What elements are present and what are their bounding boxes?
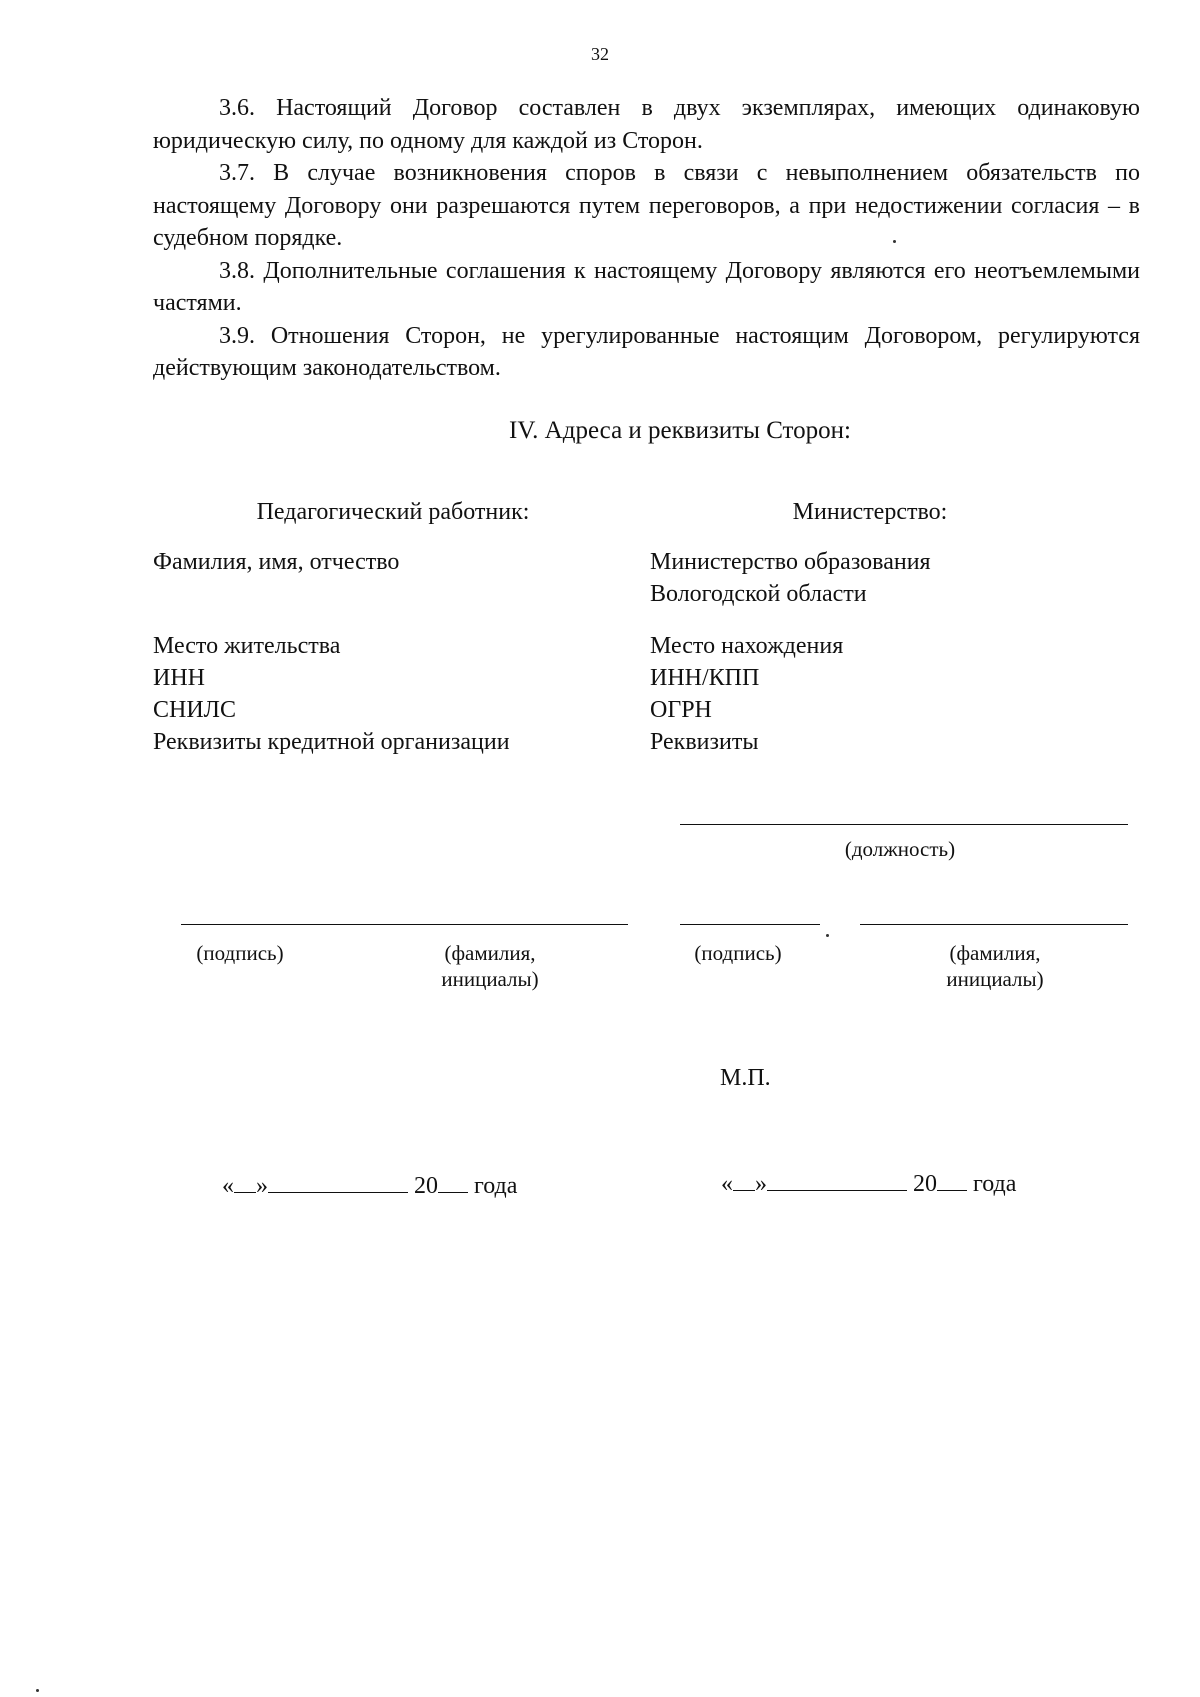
right-date-open-quote: «	[721, 1171, 733, 1197]
right-party-fields	[650, 630, 1150, 758]
right-name-caption	[915, 940, 1075, 992]
position-signature-line	[680, 824, 1128, 825]
right-name-caption-line2: инициалы)	[946, 967, 1044, 991]
right-date-year-blank	[937, 1168, 967, 1191]
left-date-year-suffix: года	[474, 1173, 518, 1199]
right-party-org-line1: Министерство образования	[650, 549, 931, 575]
right-party-org-block	[650, 546, 1150, 610]
right-signature-caption: (подпись)	[694, 941, 782, 965]
scan-speck	[893, 240, 896, 243]
right-field-location: Место нахождения	[650, 633, 844, 659]
section-title-text: IV. Адреса и реквизиты Сторон:	[509, 417, 851, 444]
left-date-year-prefix: 20	[414, 1173, 438, 1199]
right-name-line	[860, 924, 1128, 925]
section-title	[0, 417, 1200, 445]
right-party-heading-block	[650, 496, 1150, 528]
right-party-heading: Министерство:	[792, 499, 948, 525]
right-field-details: Реквизиты	[650, 729, 759, 755]
right-date-month-blank	[767, 1168, 907, 1191]
left-name-caption-line1: (фамилия,	[444, 941, 536, 965]
right-name-caption-line1: (фамилия,	[949, 941, 1041, 965]
left-party-name-block	[153, 546, 633, 578]
right-date-line	[721, 1168, 1016, 1198]
page-number: 32	[591, 44, 609, 64]
left-date-month-blank	[268, 1170, 408, 1193]
clause-3-9: 3.9. Отношения Сторон, не урегулированные настоящим Договором, регулируются действующим законодательством.	[153, 322, 1140, 381]
right-field-inn-kpp: ИНН/КПП	[650, 665, 760, 691]
left-name-caption	[410, 940, 570, 992]
left-party-heading: Педагогический работник:	[256, 499, 530, 525]
right-party-org-line2: Вологодской области	[650, 581, 867, 607]
left-party-fields	[153, 630, 633, 758]
left-date-day-blank	[234, 1170, 256, 1193]
clause-3-6: 3.6. Настоящий Договор составлен в двух экземплярах, имеющих одинаковую юридическую силу, по одному для каждой из Сторон.	[153, 95, 1140, 154]
stamp-place-label: М.П.	[720, 1065, 771, 1091]
right-date-year-prefix: 20	[913, 1171, 937, 1197]
right-date-day-blank	[733, 1168, 755, 1191]
left-date-line	[222, 1170, 517, 1200]
right-date-year-suffix: года	[973, 1171, 1017, 1197]
left-date-open-quote: «	[222, 1173, 234, 1199]
left-field-residence: Место жительства	[153, 633, 341, 659]
left-signature-line	[181, 924, 628, 925]
right-signature-line	[680, 924, 820, 925]
contract-clauses	[153, 92, 1140, 385]
left-field-snils: СНИЛС	[153, 697, 236, 723]
left-name-caption-line2: инициалы)	[441, 967, 539, 991]
left-field-bank-details: Реквизиты кредитной организации	[153, 729, 510, 755]
clause-3-7: 3.7. В случае возникновения споров в связи с невыполнением обязательств по настоящему Договору они разрешаются путем переговоров, а при недостижении согласия – в судебном порядке.	[153, 160, 1140, 251]
left-party-name-label: Фамилия, имя, отчество	[153, 549, 400, 575]
left-date-year-blank	[438, 1170, 468, 1193]
left-signature-caption: (подпись)	[196, 941, 284, 965]
right-field-ogrn: ОГРН	[650, 697, 712, 723]
left-field-inn: ИНН	[153, 665, 205, 691]
left-party-heading-block	[153, 496, 633, 528]
left-date-close-quote: »	[256, 1173, 268, 1199]
scan-speck	[826, 934, 829, 937]
clause-3-8: 3.8. Дополнительные соглашения к настоящему Договору являются его неотъемлемыми частями.	[153, 257, 1140, 316]
position-caption: (должность)	[844, 837, 956, 861]
right-date-close-quote: »	[755, 1171, 767, 1197]
scan-speck	[36, 1689, 39, 1692]
